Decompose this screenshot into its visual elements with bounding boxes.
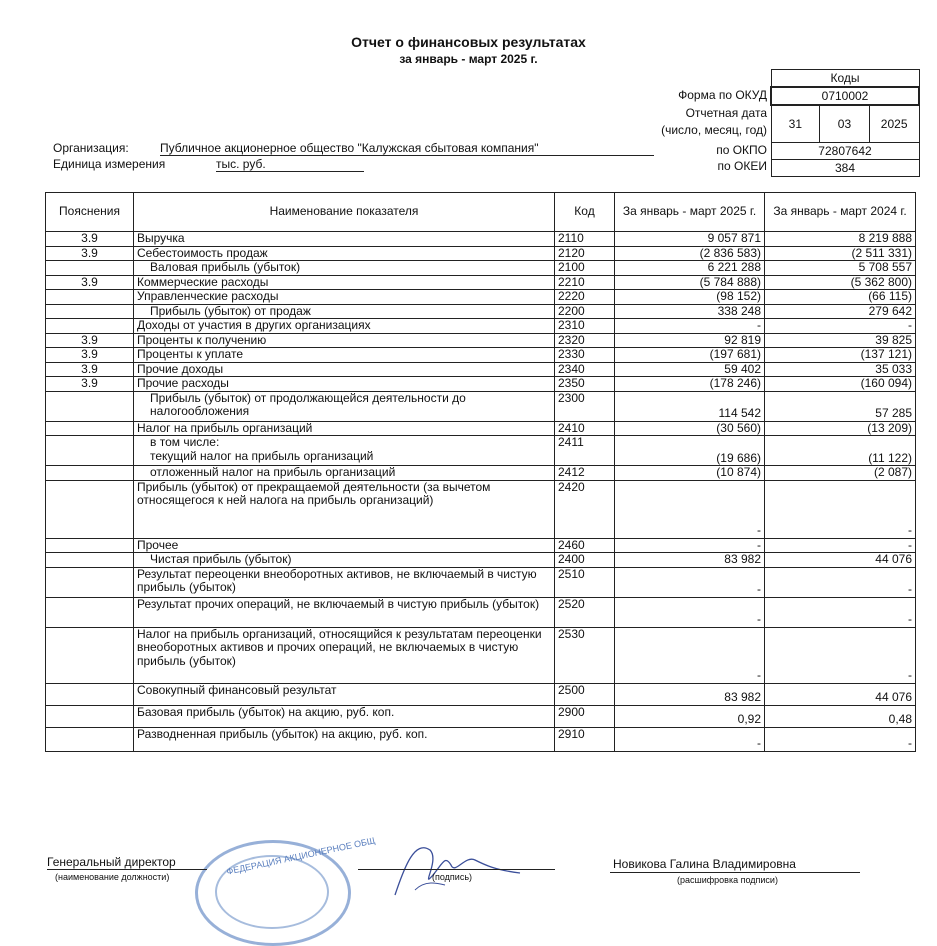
indicator-name: Коммерческие расходы <box>134 275 555 290</box>
row-code: 2400 <box>555 553 615 568</box>
note-cell: 3.9 <box>46 232 134 247</box>
value-current: 114 542 <box>615 391 765 421</box>
value-current: 0,92 <box>615 705 765 727</box>
position-hint: (наименование должности) <box>55 872 170 882</box>
indicator-name: Прочее <box>134 538 555 553</box>
note-cell <box>46 304 134 319</box>
note-cell <box>46 705 134 727</box>
date-label-2: (число, месяц, год) <box>661 123 767 137</box>
note-cell <box>46 436 134 466</box>
row-code: 2320 <box>555 333 615 348</box>
value-previous: 279 642 <box>765 304 916 319</box>
value-current: - <box>615 597 765 627</box>
row-code: 2420 <box>555 480 615 538</box>
unit-label: Единица измерения <box>53 157 166 171</box>
row-code: 2530 <box>555 627 615 683</box>
okud-label: Форма по ОКУД <box>678 88 767 102</box>
row-code: 2411 <box>555 436 615 466</box>
sign-line <box>358 869 555 870</box>
row-code: 2310 <box>555 319 615 334</box>
value-current: - <box>615 567 765 597</box>
col-notes: Пояснения <box>46 193 134 232</box>
row-code: 2340 <box>555 362 615 377</box>
note-cell: 3.9 <box>46 246 134 261</box>
row-code: 2100 <box>555 261 615 276</box>
indicator-name: Управленческие расходы <box>134 290 555 305</box>
row-code: 2120 <box>555 246 615 261</box>
date-label-1: Отчетная дата <box>685 106 767 120</box>
date-year: 2025 <box>869 105 919 143</box>
value-previous: 39 825 <box>765 333 916 348</box>
unit-value: тыс. руб. <box>216 157 364 172</box>
okpo-label: по ОКПО <box>716 143 767 157</box>
codes-box <box>770 69 920 177</box>
value-previous: (160 094) <box>765 377 916 392</box>
value-previous: 35 033 <box>765 362 916 377</box>
name-hint: (расшифровка подписи) <box>677 875 778 885</box>
handwritten-signature <box>385 835 525 897</box>
financial-results-table <box>45 192 916 752</box>
row-code: 2510 <box>555 567 615 597</box>
indicator-name: Совокупный финансовый результат <box>134 683 555 705</box>
note-cell <box>46 597 134 627</box>
org-label: Организация: <box>53 141 129 155</box>
value-current: (197 681) <box>615 348 765 363</box>
row-code: 2200 <box>555 304 615 319</box>
indicator-name: Себестоимость продаж <box>134 246 555 261</box>
value-previous: (2 511 331) <box>765 246 916 261</box>
note-cell <box>46 538 134 553</box>
value-previous: (11 122) <box>765 436 916 466</box>
indicator-name: Проценты к уплате <box>134 348 555 363</box>
okpo-code: 72807642 <box>771 143 919 160</box>
indicator-name-line2: текущий налог на прибыль организаций <box>150 448 374 463</box>
table-row <box>46 421 916 436</box>
row-code: 2500 <box>555 683 615 705</box>
value-previous: 0,48 <box>765 705 916 727</box>
row-code: 2330 <box>555 348 615 363</box>
table-row <box>46 466 916 481</box>
name-line <box>610 872 860 873</box>
value-current: 59 402 <box>615 362 765 377</box>
note-cell: 3.9 <box>46 348 134 363</box>
position-line <box>47 869 207 870</box>
value-previous: - <box>765 627 916 683</box>
row-code: 2210 <box>555 275 615 290</box>
value-previous: (13 209) <box>765 421 916 436</box>
note-cell <box>46 727 134 751</box>
date-day: 31 <box>771 105 820 143</box>
value-current: 6 221 288 <box>615 261 765 276</box>
indicator-name: Прочие расходы <box>134 377 555 392</box>
value-current: 83 982 <box>615 553 765 568</box>
value-current: - <box>615 319 765 334</box>
row-code: 2110 <box>555 232 615 247</box>
indicator-name: Разводненная прибыль (убыток) на акцию, руб. коп. <box>134 727 555 751</box>
value-previous: 5 708 557 <box>765 261 916 276</box>
table-row <box>46 333 916 348</box>
indicator-name: Прибыль (убыток) от продаж <box>134 304 555 319</box>
signer-name: Новикова Галина Владимировна <box>613 857 796 871</box>
value-previous: 44 076 <box>765 553 916 568</box>
value-current: - <box>615 538 765 553</box>
indicator-name: отложенный налог на прибыль организаций <box>134 466 555 481</box>
value-current: 92 819 <box>615 333 765 348</box>
value-current: (178 246) <box>615 377 765 392</box>
row-code: 2220 <box>555 290 615 305</box>
table-row <box>46 246 916 261</box>
note-cell: 3.9 <box>46 333 134 348</box>
value-current: (98 152) <box>615 290 765 305</box>
value-current: (2 836 583) <box>615 246 765 261</box>
indicator-name: Выручка <box>134 232 555 247</box>
date-month: 03 <box>820 105 870 143</box>
note-cell <box>46 683 134 705</box>
value-current: - <box>615 480 765 538</box>
indicator-name: Налог на прибыль организаций, относящийся к результатам переоценки внеоборотных активов и прочих операций, не включаемых в чистую прибыль (убыток) <box>134 627 555 683</box>
value-current: (19 686) <box>615 436 765 466</box>
col-previous: За январь - март 2024 г. <box>765 193 916 232</box>
value-current: 338 248 <box>615 304 765 319</box>
table-row <box>46 567 916 597</box>
sign-hint: (подпись) <box>432 872 473 882</box>
note-cell <box>46 421 134 436</box>
indicator-name: Результат переоценки внеоборотных активов, не включаемый в чистую прибыль (убыток) <box>134 567 555 597</box>
col-current: За январь - март 2025 г. <box>615 193 765 232</box>
note-cell <box>46 319 134 334</box>
table-row <box>46 304 916 319</box>
value-current: - <box>615 627 765 683</box>
note-cell: 3.9 <box>46 377 134 392</box>
row-code: 2412 <box>555 466 615 481</box>
table-row <box>46 597 916 627</box>
value-current: (30 560) <box>615 421 765 436</box>
table-row <box>46 232 916 247</box>
value-previous: (5 362 800) <box>765 275 916 290</box>
row-code: 2900 <box>555 705 615 727</box>
signer-position: Генеральный директор <box>47 855 176 869</box>
value-previous: - <box>765 727 916 751</box>
value-previous: (2 087) <box>765 466 916 481</box>
okei-label: по ОКЕИ <box>717 159 767 173</box>
note-cell: 3.9 <box>46 275 134 290</box>
table-row <box>46 627 916 683</box>
table-row <box>46 705 916 727</box>
row-code: 2520 <box>555 597 615 627</box>
table-row <box>46 683 916 705</box>
row-code: 2350 <box>555 377 615 392</box>
note-cell <box>46 466 134 481</box>
indicator-name: Чистая прибыль (убыток) <box>134 553 555 568</box>
table-row <box>46 362 916 377</box>
indicator-name-line1: в том числе: <box>150 435 220 449</box>
value-previous: - <box>765 597 916 627</box>
value-previous: 44 076 <box>765 683 916 705</box>
table-row <box>46 290 916 305</box>
table-row <box>46 727 916 751</box>
indicator-name: Проценты к получению <box>134 333 555 348</box>
note-cell: 3.9 <box>46 362 134 377</box>
col-code: Код <box>555 193 615 232</box>
indicator-name <box>134 436 555 466</box>
table-row <box>46 480 916 538</box>
value-current: - <box>615 727 765 751</box>
row-code: 2300 <box>555 391 615 421</box>
report-title: Отчет о финансовых результатах <box>351 34 586 50</box>
table-row <box>46 348 916 363</box>
indicator-name: Доходы от участия в других организациях <box>134 319 555 334</box>
indicator-name: Налог на прибыль организаций <box>134 421 555 436</box>
org-value: Публичное акционерное общество "Калужская сбытовая компания" <box>160 141 654 156</box>
value-previous: (66 115) <box>765 290 916 305</box>
value-previous: (137 121) <box>765 348 916 363</box>
indicator-name: Результат прочих операций, не включаемый в чистую прибыль (убыток) <box>134 597 555 627</box>
stamp-text: ФЕДЕРАЦИЯ АКЦИОНЕРНОЕ ОБЩ <box>225 835 377 877</box>
report-period: за январь - март 2025 г. <box>399 52 538 66</box>
value-previous: - <box>765 480 916 538</box>
note-cell <box>46 480 134 538</box>
codes-header: Коды <box>771 70 919 88</box>
row-code: 2460 <box>555 538 615 553</box>
table-row <box>46 377 916 392</box>
table-row <box>46 553 916 568</box>
note-cell <box>46 553 134 568</box>
value-current: (5 784 888) <box>615 275 765 290</box>
table-row <box>46 391 916 421</box>
note-cell <box>46 391 134 421</box>
value-previous: 8 219 888 <box>765 232 916 247</box>
value-previous: - <box>765 319 916 334</box>
table-row <box>46 275 916 290</box>
indicator-name: Базовая прибыль (убыток) на акцию, руб. коп. <box>134 705 555 727</box>
table-row <box>46 261 916 276</box>
note-cell <box>46 567 134 597</box>
indicator-name: Прочие доходы <box>134 362 555 377</box>
value-current: 83 982 <box>615 683 765 705</box>
value-previous: 57 285 <box>765 391 916 421</box>
value-previous: - <box>765 538 916 553</box>
row-code: 2410 <box>555 421 615 436</box>
table-row <box>46 436 916 466</box>
col-name: Наименование показателя <box>134 193 555 232</box>
indicator-name: Валовая прибыль (убыток) <box>134 261 555 276</box>
note-cell <box>46 627 134 683</box>
indicator-name: Прибыль (убыток) от прекращаемой деятельности (за вычетом относящегося к ней налога на прибыль организаций) <box>134 480 555 538</box>
row-code: 2910 <box>555 727 615 751</box>
note-cell <box>46 290 134 305</box>
note-cell <box>46 261 134 276</box>
okud-code: 0710002 <box>771 87 919 105</box>
value-current: 9 057 871 <box>615 232 765 247</box>
value-previous: - <box>765 567 916 597</box>
value-current: (10 874) <box>615 466 765 481</box>
okei-code: 384 <box>771 160 919 177</box>
table-row <box>46 538 916 553</box>
indicator-name: Прибыль (убыток) от продолжающейся деятельности до налогообложения <box>134 391 555 421</box>
table-row <box>46 319 916 334</box>
